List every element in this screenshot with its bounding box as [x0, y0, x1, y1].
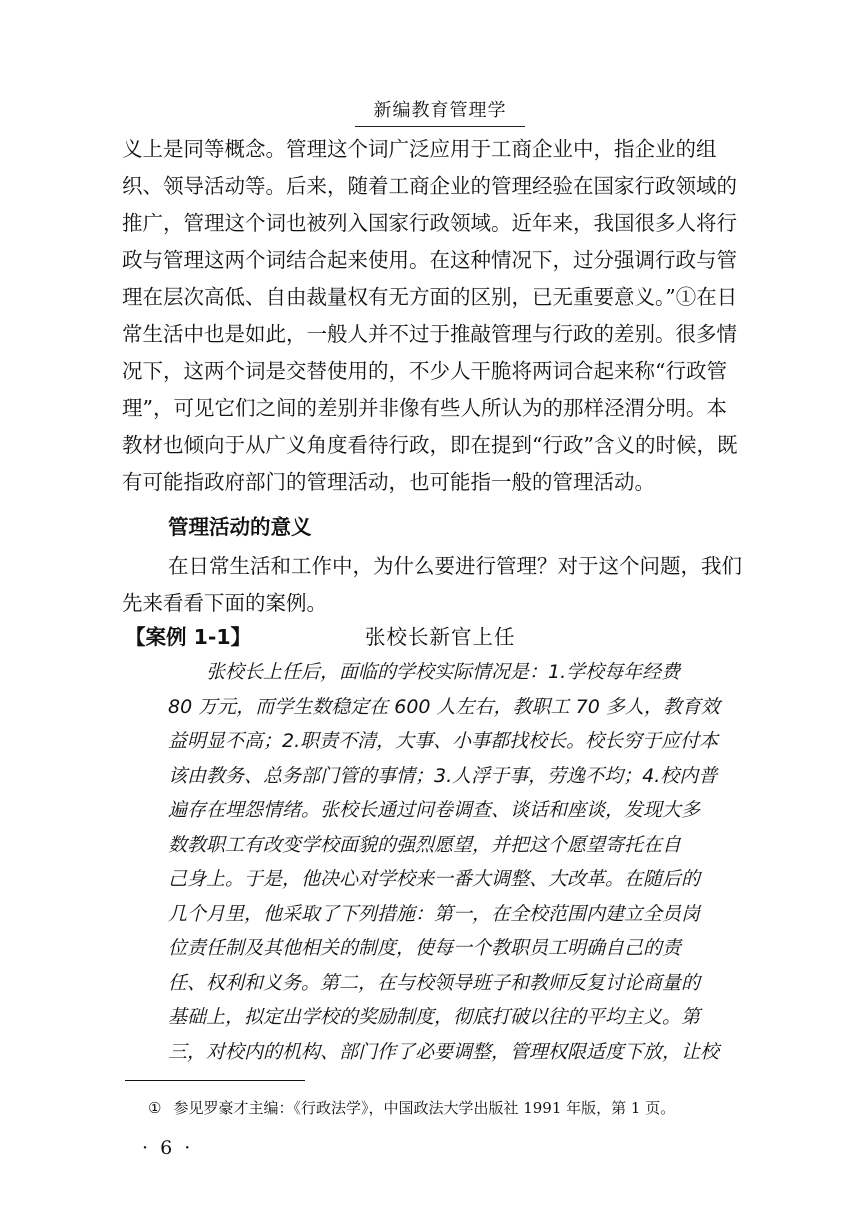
- footnote-text: 参见罗豪才主编：《行政法学》，中国政法大学出版社 1991 年版，第 1 页。: [173, 1099, 676, 1117]
- running-header: 新编教育管理学: [355, 98, 525, 127]
- text-line: 教材也倾向于从广义角度看待行政，即在提到“行政”含义的时候，既: [122, 433, 738, 457]
- footnote-mark: ①: [148, 1099, 162, 1117]
- footnote: [148, 1097, 675, 1119]
- text-line: 在日常生活和工作中，为什么要进行管理？对于这个问题，我们: [168, 554, 742, 578]
- text-line: 织、领导活动等。后来，随着工商企业的管理经验在国家行政领域的: [122, 174, 737, 198]
- case-text-line: 位责任制及其他相关的制度，使每一个教职员工明确自己的责: [168, 937, 682, 959]
- paragraph-1: [122, 131, 750, 501]
- section-heading: 管理活动的意义: [168, 515, 312, 539]
- text-line: 常生活中也是如此，一般人并不过于推敲管理与行政的差别。很多情: [122, 322, 737, 346]
- text-line: 义上是同等概念。管理这个词广泛应用于工商企业中，指企业的组: [122, 137, 717, 161]
- case-text-line: 该由教务、总务部门管的事情；3.人浮于事，劳逸不均；4.校内普: [168, 764, 718, 787]
- text-line: 推广，管理这个词也被列入国家行政领域。近年来，我国很多人将行: [122, 211, 737, 235]
- case-body: [168, 655, 748, 1069]
- footnote-divider: [125, 1080, 305, 1081]
- text-line: 有可能指政府部门的管理活动，也可能指一般的管理活动。: [122, 470, 655, 494]
- case-title: 张校长新官上任: [365, 625, 516, 649]
- text-line: 先来看看下面的案例。: [122, 591, 327, 615]
- section-paragraph: [122, 548, 750, 622]
- case-header: [125, 621, 745, 653]
- case-text-line: 基础上，拟定出学校的奖励制度，彻底打破以往的平均主义。第: [168, 1006, 701, 1028]
- text-line: 理”，可见它们之间的差别并非像有些人所认为的那样泾渭分明。本: [122, 396, 727, 420]
- text-line: 理在层次高低、自由裁量权有无方面的区别，已无重要意义。”①在日: [122, 285, 738, 309]
- case-text-line: 几个月里，他采取了下列措施：第一，在全校范围内建立全员岗: [168, 902, 701, 925]
- case-label: 【案例 1-1】: [125, 625, 252, 649]
- text-line: 况下，这两个词是交替使用的，不少人干脆将两词合起来称“行政管: [122, 359, 727, 383]
- page-number: · 6 ·: [142, 1137, 194, 1159]
- text-line: 政与管理这两个词结合起来使用。在这种情况下，过分强调行政与管: [122, 248, 737, 272]
- case-text-line: 益明显不高；2.职责不清，大事、小事都找校长。校长穷于应付本: [168, 730, 719, 752]
- case-text-line: 数教职工有改变学校面貌的强烈愿望，并把这个愿望寄托在自: [168, 833, 682, 856]
- case-text-line: 张校长上任后，面临的学校实际情况是：1.学校每年经费: [168, 661, 681, 683]
- case-text-line: 己身上。于是，他决心对学校来一番大调整、大改革。在随后的: [168, 868, 701, 890]
- case-text-line: 任、权利和义务。第二，在与校领导班子和教师反复讨论商量的: [168, 971, 701, 994]
- case-text-line: 三，对校内的机构、部门作了必要调整，管理权限适度下放，让校: [168, 1040, 720, 1063]
- case-text-line: 遍存在埋怨情绪。张校长通过问卷调查、谈话和座谈，发现大多: [168, 799, 701, 821]
- case-text-line: 80 万元，而学生数稳定在 600 人左右，教职工 70 多人，教育效: [168, 695, 720, 718]
